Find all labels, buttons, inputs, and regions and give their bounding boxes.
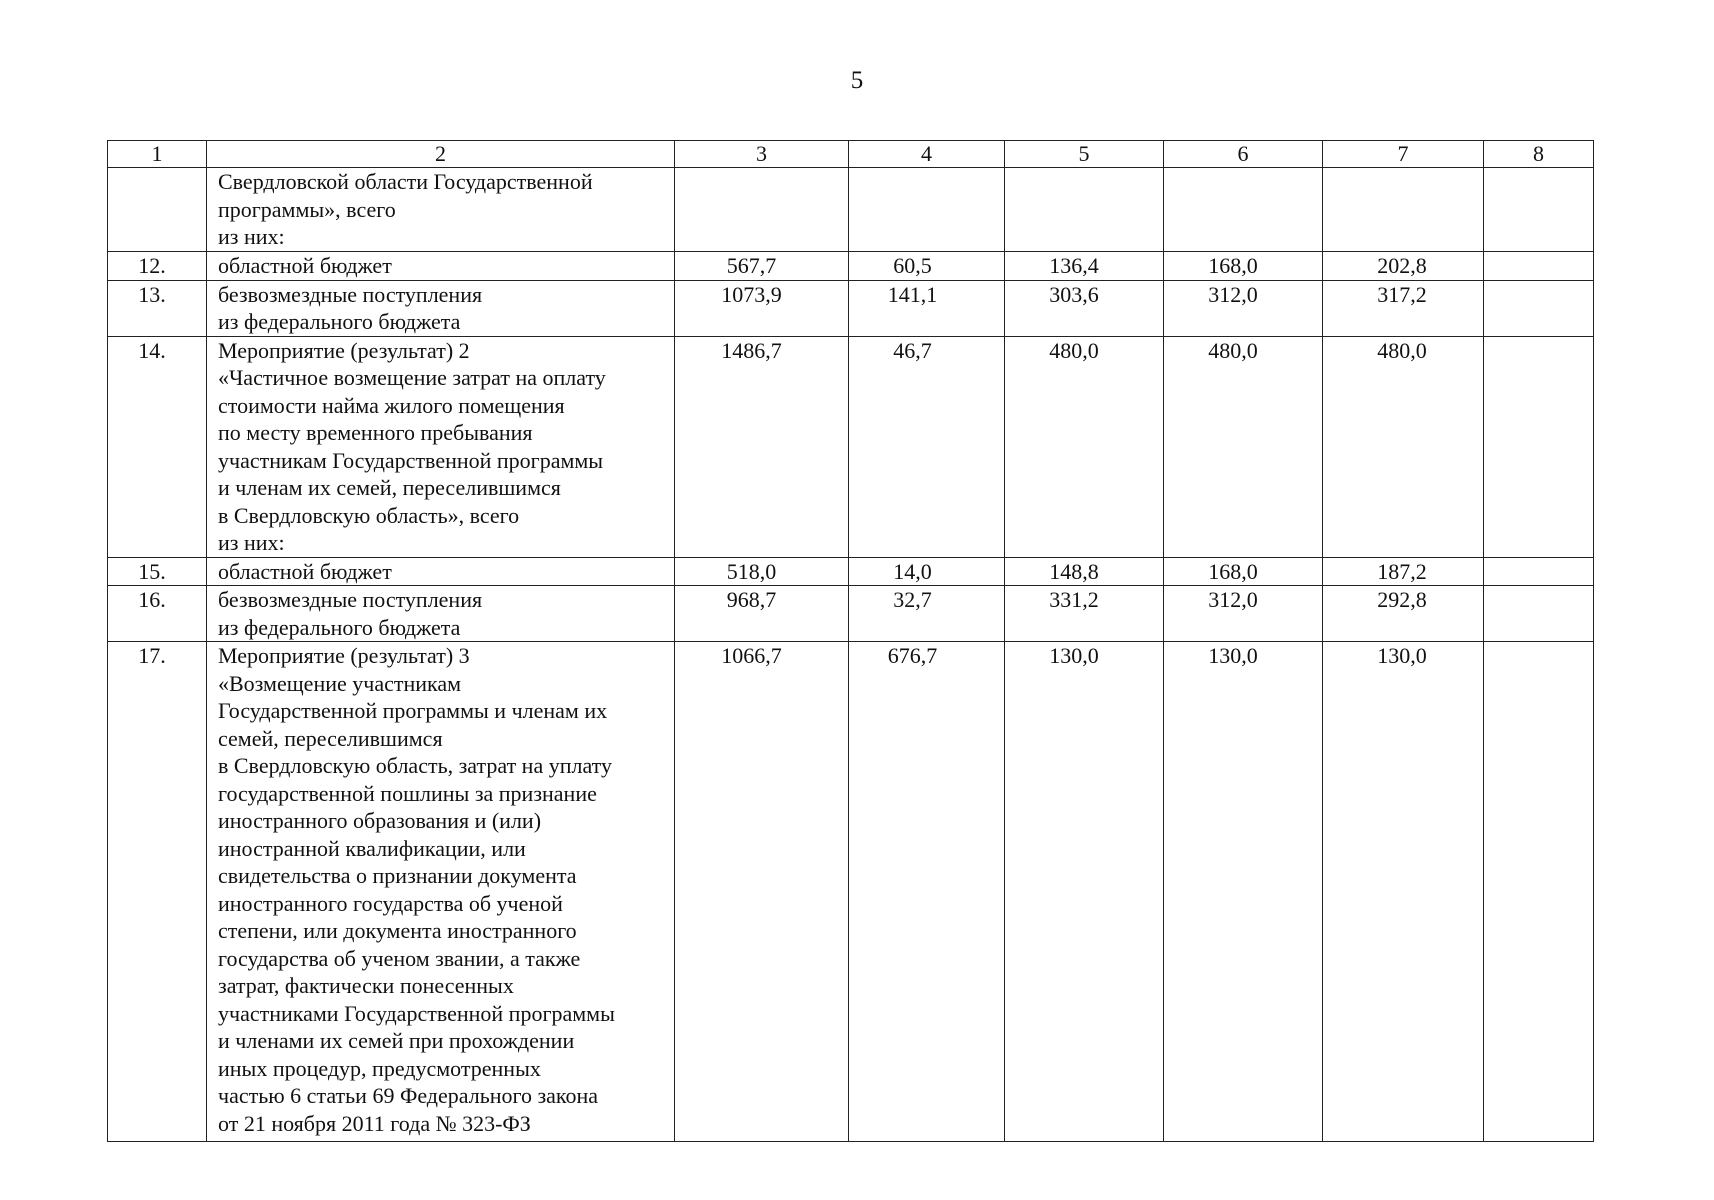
- value-cell: [1484, 557, 1594, 586]
- value-cell: 518,0: [675, 557, 849, 586]
- row-number: 13.: [108, 280, 207, 336]
- value-cell: 32,7: [849, 586, 1005, 642]
- row-description: безвозмездные поступления из федерального бюджета: [207, 586, 675, 642]
- value-cell: 331,2: [1005, 586, 1164, 642]
- budget-table: [107, 140, 1594, 1142]
- value-cell: 480,0: [1005, 336, 1164, 557]
- value-cell: 130,0: [1005, 642, 1164, 1142]
- value-cell: 168,0: [1164, 252, 1323, 281]
- table-row: [108, 252, 1594, 281]
- row-number: 12.: [108, 252, 207, 281]
- column-header: 4: [849, 141, 1005, 168]
- value-cell: [849, 168, 1005, 252]
- value-cell: [1484, 642, 1594, 1142]
- value-cell: 187,2: [1323, 557, 1484, 586]
- column-header: 6: [1164, 141, 1323, 168]
- column-header: 2: [207, 141, 675, 168]
- column-header: 8: [1484, 141, 1594, 168]
- value-cell: 148,8: [1005, 557, 1164, 586]
- value-cell: 480,0: [1323, 336, 1484, 557]
- value-cell: 312,0: [1164, 586, 1323, 642]
- value-cell: 480,0: [1164, 336, 1323, 557]
- value-cell: [1484, 168, 1594, 252]
- value-cell: 130,0: [1323, 642, 1484, 1142]
- value-cell: 312,0: [1164, 280, 1323, 336]
- table-row: [108, 336, 1594, 557]
- value-cell: [1484, 336, 1594, 557]
- table-row: [108, 557, 1594, 586]
- row-number: 14.: [108, 336, 207, 557]
- row-number: 17.: [108, 642, 207, 1142]
- value-cell: 303,6: [1005, 280, 1164, 336]
- column-header: 3: [675, 141, 849, 168]
- row-description: Мероприятие (результат) 3 «Возмещение участникам Государственной программы и членам их семей, переселившимся в Свердловскую область, затрат на уплату государственной пошлины за признание иностранного образования и (или) иностранной квалификации, или свидетельства о признании документа иностранного государства об ученой степени, или документа иностранного государства об ученом звании, а также затрат, фактически понесенных участниками Государственной программы и членами их семей при прохождении иных процедур, предусмотренных частью 6 статьи 69 Федерального закона от 21 ноября 2011 года № 323-ФЗ: [207, 642, 675, 1142]
- value-cell: 1073,9: [675, 280, 849, 336]
- value-cell: 1066,7: [675, 642, 849, 1142]
- value-cell: [1323, 168, 1484, 252]
- row-number: [108, 168, 207, 252]
- column-header: 1: [108, 141, 207, 168]
- value-cell: 202,8: [1323, 252, 1484, 281]
- value-cell: 1486,7: [675, 336, 849, 557]
- value-cell: 130,0: [1164, 642, 1323, 1142]
- column-header: 7: [1323, 141, 1484, 168]
- value-cell: [675, 168, 849, 252]
- column-header: 5: [1005, 141, 1164, 168]
- value-cell: 968,7: [675, 586, 849, 642]
- value-cell: 567,7: [675, 252, 849, 281]
- value-cell: 141,1: [849, 280, 1005, 336]
- row-description: областной бюджет: [207, 557, 675, 586]
- value-cell: [1484, 280, 1594, 336]
- table-row: [108, 168, 1594, 252]
- value-cell: 14,0: [849, 557, 1005, 586]
- page-number: 5: [850, 67, 864, 94]
- row-description: областной бюджет: [207, 252, 675, 281]
- row-description: безвозмездные поступления из федерального бюджета: [207, 280, 675, 336]
- value-cell: 46,7: [849, 336, 1005, 557]
- table-row: [108, 280, 1594, 336]
- value-cell: 60,5: [849, 252, 1005, 281]
- value-cell: 317,2: [1323, 280, 1484, 336]
- table-row: [108, 586, 1594, 642]
- value-cell: 676,7: [849, 642, 1005, 1142]
- value-cell: [1005, 168, 1164, 252]
- value-cell: 136,4: [1005, 252, 1164, 281]
- row-description: Свердловской области Государственной программы», всего из них:: [207, 168, 675, 252]
- value-cell: 292,8: [1323, 586, 1484, 642]
- value-cell: [1164, 168, 1323, 252]
- row-number: 16.: [108, 586, 207, 642]
- value-cell: 168,0: [1164, 557, 1323, 586]
- value-cell: [1484, 586, 1594, 642]
- table-header-row: [108, 141, 1594, 168]
- row-number: 15.: [108, 557, 207, 586]
- value-cell: [1484, 252, 1594, 281]
- row-description: Мероприятие (результат) 2 «Частичное возмещение затрат на оплату стоимости найма жилого помещения по месту временного пребывания участникам Государственной программы и членам их семей, переселившимся в Свердловскую область», всего из них:: [207, 336, 675, 557]
- table-row: [108, 642, 1594, 1142]
